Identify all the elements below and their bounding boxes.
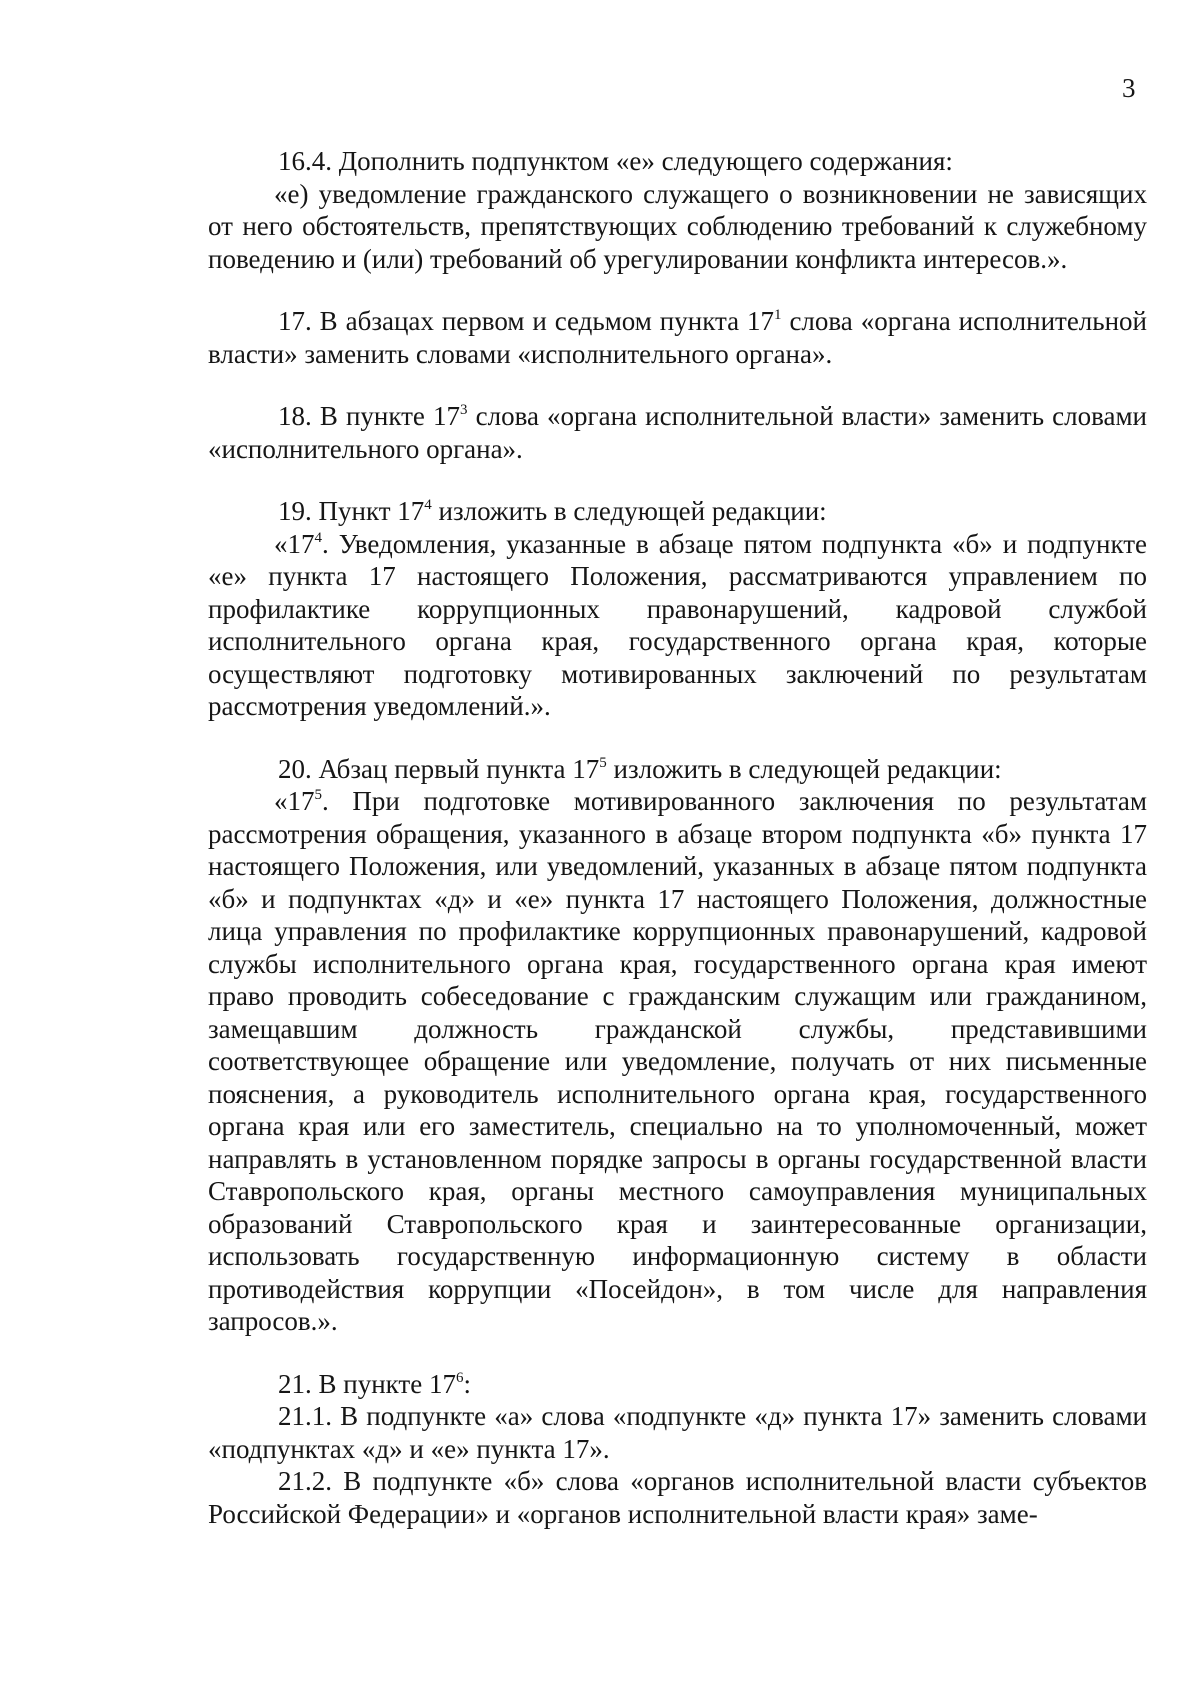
paragraph-18-lead: 18. В пункте 17 — [278, 401, 461, 431]
superscript: 3 — [460, 402, 468, 418]
paragraph-20-rest: изложить в следующей редакции: — [606, 753, 1002, 784]
paragraph-17-rest: слова «органа исполнительной власти» заменить словами «исполнительного органа». — [208, 306, 1147, 369]
superscript: 6 — [455, 1369, 464, 1386]
paragraph-20-text-rest: . При подготовке мотивированного заключения по результатам рассмотрения обращения, указанного в абзаце втором подпункта «б» пункта 17 настоящего Положения, или уведомлений, указанных в абзаце пятом подпункта «б» и подпунктах «д» и «е» пункта 17 настоящего Положения, должностные лица управления по профилактике коррупционных правонарушений, кадровой службы исполнительного органа края, государственного органа края имеют право проводить собеседование с гражданским служащим или гражданином, замещавшим должность гражданской службы, представившими соответствующее обращение или уведомление, получать от них письменные пояснения, а руководитель исполнительного органа края, государственного органа края или его заместитель, специально на то уполномоченный, может направлять в установленном порядке запросы в органы государственной власти Ставропольского края, органы местного самоуправления муниципальных образований Ставропольского края и заинтересованные организации, использовать государственную информационную систему в области противодействия коррупции «Посейдон», в том числе для направления запросов.». — [208, 786, 1147, 1336]
paragraph-21-1: 21.1. В подпункте «а» слова «подпункте «д» пункта 17» заменить словами «подпунктах «д» и «е» пункта 17». — [208, 1401, 1147, 1464]
paragraph-19-rest: изложить в следующей редакции: — [431, 496, 827, 526]
paragraph-19-text — [208, 528, 1147, 723]
paragraph-21 — [208, 1368, 1147, 1401]
paragraph-20-lead: 20. Абзац первый пункта 17 — [278, 753, 600, 784]
paragraph-20-text — [208, 785, 1147, 1338]
superscript: 5 — [599, 754, 607, 771]
paragraph-19-text-rest: . Уведомления, указанные в абзаце пятом подпункта «б» и подпункте «е» пункта 17 настоящего Положения, рассматриваются управлением по профилактике коррупционных правонарушений, кадровой службой исполнительного органа края, государственного органа края, которые осуществляют подготовку мотивированных заключений по результатам рассмотрения уведомлений.». — [208, 528, 1147, 721]
paragraph-19-text-lead: «17 — [274, 528, 315, 559]
paragraph-16-4: 16.4. Дополнить подпунктом «е» следующего содержания: — [278, 146, 953, 176]
superscript: 5 — [314, 787, 322, 803]
paragraph-18-rest: слова «органа исполнительной власти» заменить словами «исполнительного органа». — [208, 401, 1148, 464]
paragraph-18 — [208, 400, 1147, 465]
paragraph-21-rest: : — [463, 1368, 471, 1399]
paragraph-20 — [208, 753, 1147, 786]
paragraph-21-lead: 21. В пункте 17 — [278, 1368, 456, 1399]
paragraph-16-4-e: «е) уведомление гражданского служащего о возникновении не зависящих от него обстоятельств, препятствующих соблюдению требований к служебному поведению и (или) требований об урегулировании конфликта интересов.». — [208, 178, 1147, 274]
paragraph-17 — [208, 305, 1147, 370]
document-body — [208, 145, 1147, 1530]
paragraph-20-text-lead: «17 — [274, 786, 315, 816]
paragraph-19-lead: 19. Пункт 17 — [278, 496, 425, 526]
paragraph-21-2: 21.2. В подпункте «б» слова «органов исполнительной власти субъектов Российской Федерации» и «органов исполнительной власти края» заме- — [208, 1466, 1147, 1529]
superscript: 4 — [314, 529, 322, 546]
superscript: 4 — [424, 497, 432, 513]
superscript: 1 — [774, 307, 782, 323]
paragraph-19 — [208, 495, 1147, 528]
paragraph-17-lead: 17. В абзацах первом и седьмом пункта 17 — [278, 306, 775, 336]
page-number: 3 — [1122, 73, 1136, 103]
